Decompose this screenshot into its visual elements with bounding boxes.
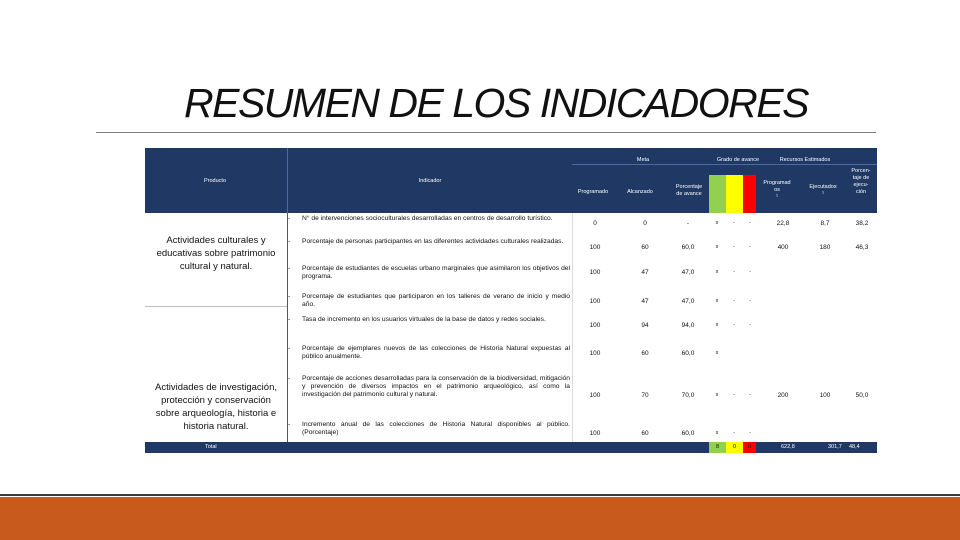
header-rec-programados <box>757 180 797 201</box>
meta-programado: 100 <box>589 244 601 251</box>
grado-rojo: - <box>749 430 751 436</box>
total-rec-porcentaje: 48,4 <box>849 444 860 450</box>
grado-green-swatch <box>709 175 726 213</box>
header-rec-ejecutados <box>801 184 845 198</box>
grado-verde: x <box>715 392 719 398</box>
indicator-text <box>288 421 570 437</box>
grado-amarillo: - <box>733 392 735 398</box>
indicator-label: Incremento anual de las colecciones de Historia Natural disponibles al público. (Porcentaje) <box>302 421 570 437</box>
header-porcentaje-line1: Porcentaje <box>675 184 703 190</box>
header-producto: Producto <box>203 178 226 184</box>
header-porcentaje-line2: de avance <box>676 191 702 197</box>
recursos-porcentaje: 46,3 <box>855 244 869 251</box>
total-yellow: 0 <box>726 442 743 453</box>
producto-2: Actividades de investigación, protección y conservación sobre arqueología, historia e historia natural. <box>155 382 277 432</box>
meta-alcanzado: 47 <box>641 298 649 305</box>
header-porcentaje <box>668 184 710 198</box>
grado-rojo: - <box>749 220 751 226</box>
header-recursos: Recursos Estimados <box>779 157 831 163</box>
grado-rojo: - <box>749 322 751 328</box>
indicator-label: N° de intervenciones socioculturales desarrolladas en centros de desarrollo turístico. <box>302 215 553 222</box>
indicator-text <box>288 238 570 246</box>
header-rec-ejec-line2: ¹ <box>822 191 824 197</box>
meta-alcanzado: 94 <box>641 322 649 329</box>
meta-alcanzado: 60 <box>641 244 649 251</box>
column-divider <box>572 213 573 442</box>
grado-verde: x <box>715 350 719 356</box>
indicator-bullet: - <box>288 375 291 382</box>
indicator-bullet: - <box>288 265 291 272</box>
meta-programado: 100 <box>589 298 601 305</box>
indicator-bullet: - <box>288 421 291 428</box>
header-rec-pct-line3: ejecu- <box>853 182 869 188</box>
recursos-programados: 200 <box>777 392 789 399</box>
footer-rule <box>0 494 960 496</box>
indicator-bullet: - <box>288 238 291 245</box>
grado-amarillo: - <box>733 322 735 328</box>
header-programado: Programado <box>577 189 609 195</box>
header-rec-porcentaje <box>845 168 877 196</box>
recursos-programados: 22,8 <box>776 220 790 227</box>
indicator-text <box>288 375 570 400</box>
total-rec-programado: 622,8 <box>781 444 795 450</box>
meta-programado: 100 <box>589 392 601 399</box>
grado-amarillo: - <box>733 298 735 304</box>
indicator-label: Porcentaje de acciones desarrolladas para la conservación de la biodiversidad, mitigación y prevención de diversos impactos en el patrimonio arqueológico, así como la investigación del patrimonio cultural y natural. <box>302 375 570 399</box>
recursos-ejecutados: 180 <box>819 244 831 251</box>
meta-alcanzado: 0 <box>643 220 647 227</box>
recursos-programados: 400 <box>777 244 789 251</box>
meta-programado: 100 <box>589 430 601 437</box>
grado-amarillo: - <box>733 244 735 250</box>
porcentaje-avance: 47,0 <box>681 269 695 276</box>
header-divider <box>572 164 877 165</box>
grado-verde: x <box>715 244 719 250</box>
title-divider <box>96 132 876 133</box>
header-alcanzado: Alcanzado <box>627 189 653 195</box>
grado-yellow-swatch <box>726 175 743 213</box>
indicator-bullet: - <box>288 215 291 222</box>
total-red: 0 <box>743 442 756 453</box>
porcentaje-avance: 94,0 <box>681 322 695 329</box>
indicators-table <box>145 148 877 453</box>
header-rec-prog-line3: ¹ <box>776 194 778 200</box>
indicator-label: Porcentaje de ejemplares nuevos de las colecciones de Historia Natural expuestas al público anualmente. <box>302 345 570 361</box>
meta-alcanzado: 47 <box>641 269 649 276</box>
meta-programado: 100 <box>589 322 601 329</box>
header-rec-prog-line2: os <box>774 187 780 193</box>
indicator-text <box>288 316 570 324</box>
meta-programado: 0 <box>593 220 597 227</box>
grado-verde: x <box>715 430 719 436</box>
header-grado: Grado de avance <box>716 157 760 163</box>
recursos-ejecutados: 100 <box>819 392 831 399</box>
porcentaje-avance: 60,0 <box>681 350 695 357</box>
recursos-porcentaje: 50,0 <box>855 392 869 399</box>
header-rec-ejec-line1: Ejecutados <box>809 184 837 190</box>
grado-rojo: - <box>749 392 751 398</box>
grado-verde: x <box>715 269 719 275</box>
indicator-label: Tasa de incremento en los usuarios virtuales de la base de datos y redes sociales. <box>302 316 546 323</box>
indicator-label: Porcentaje de personas participantes en las diferentes actividades culturales realizadas. <box>302 238 564 245</box>
indicator-label: Porcentaje de estudiantes que participaron en los talleres de verano de inicio y medio año. <box>302 293 570 309</box>
grado-red-swatch <box>743 175 756 213</box>
total-row <box>145 442 877 453</box>
porcentaje-avance: 70,0 <box>681 392 695 399</box>
porcentaje-avance: - <box>686 220 690 227</box>
header-divider <box>287 148 288 213</box>
header-rec-pct-line1: Porcen- <box>851 168 871 174</box>
grado-amarillo: - <box>733 430 735 436</box>
meta-alcanzado: 60 <box>641 350 649 357</box>
footer-bar <box>0 497 960 540</box>
grado-rojo: - <box>749 269 751 275</box>
grado-verde: x <box>715 220 719 226</box>
porcentaje-avance: 60,0 <box>681 244 695 251</box>
recursos-porcentaje: 38,2 <box>855 220 869 227</box>
meta-programado: 100 <box>589 350 601 357</box>
meta-programado: 100 <box>589 269 601 276</box>
total-label: Total <box>205 444 217 450</box>
indicator-bullet: - <box>288 293 291 300</box>
indicator-bullet: - <box>288 345 291 352</box>
producto-divider <box>145 306 287 307</box>
header-rec-pct-line2: taje de <box>852 175 870 181</box>
producto-1: Actividades culturales y educativas sobre patrimonio cultural y natural. <box>156 235 276 272</box>
indicator-text <box>288 293 570 309</box>
porcentaje-avance: 47,0 <box>681 298 695 305</box>
porcentaje-avance: 60,0 <box>681 430 695 437</box>
grado-amarillo: - <box>733 269 735 275</box>
meta-alcanzado: 70 <box>641 392 649 399</box>
meta-alcanzado: 60 <box>641 430 649 437</box>
grado-rojo: - <box>749 298 751 304</box>
indicator-text <box>288 215 570 223</box>
grado-verde: x <box>715 298 719 304</box>
indicator-bullet: - <box>288 316 291 323</box>
total-rec-ejecutado: 301,7 <box>828 444 842 450</box>
grado-rojo: - <box>749 244 751 250</box>
grado-verde: x <box>715 322 719 328</box>
total-green: 8 <box>709 442 726 453</box>
header-indicador: Indicador <box>418 178 442 184</box>
recursos-ejecutados: 8,7 <box>820 220 830 227</box>
indicator-label: Porcentaje de estudiantes de escuelas urbano marginales que asimilaron los objetivos del programa. <box>302 265 570 281</box>
indicator-text <box>288 265 570 281</box>
header-rec-pct-line4: ción <box>855 189 867 195</box>
indicator-text <box>288 345 570 361</box>
header-rec-prog-line1: Programad <box>763 180 791 186</box>
grado-amarillo: - <box>733 220 735 226</box>
slide-title: RESUMEN DE LOS INDICADORES <box>184 80 808 126</box>
header-meta: Meta <box>636 157 650 163</box>
